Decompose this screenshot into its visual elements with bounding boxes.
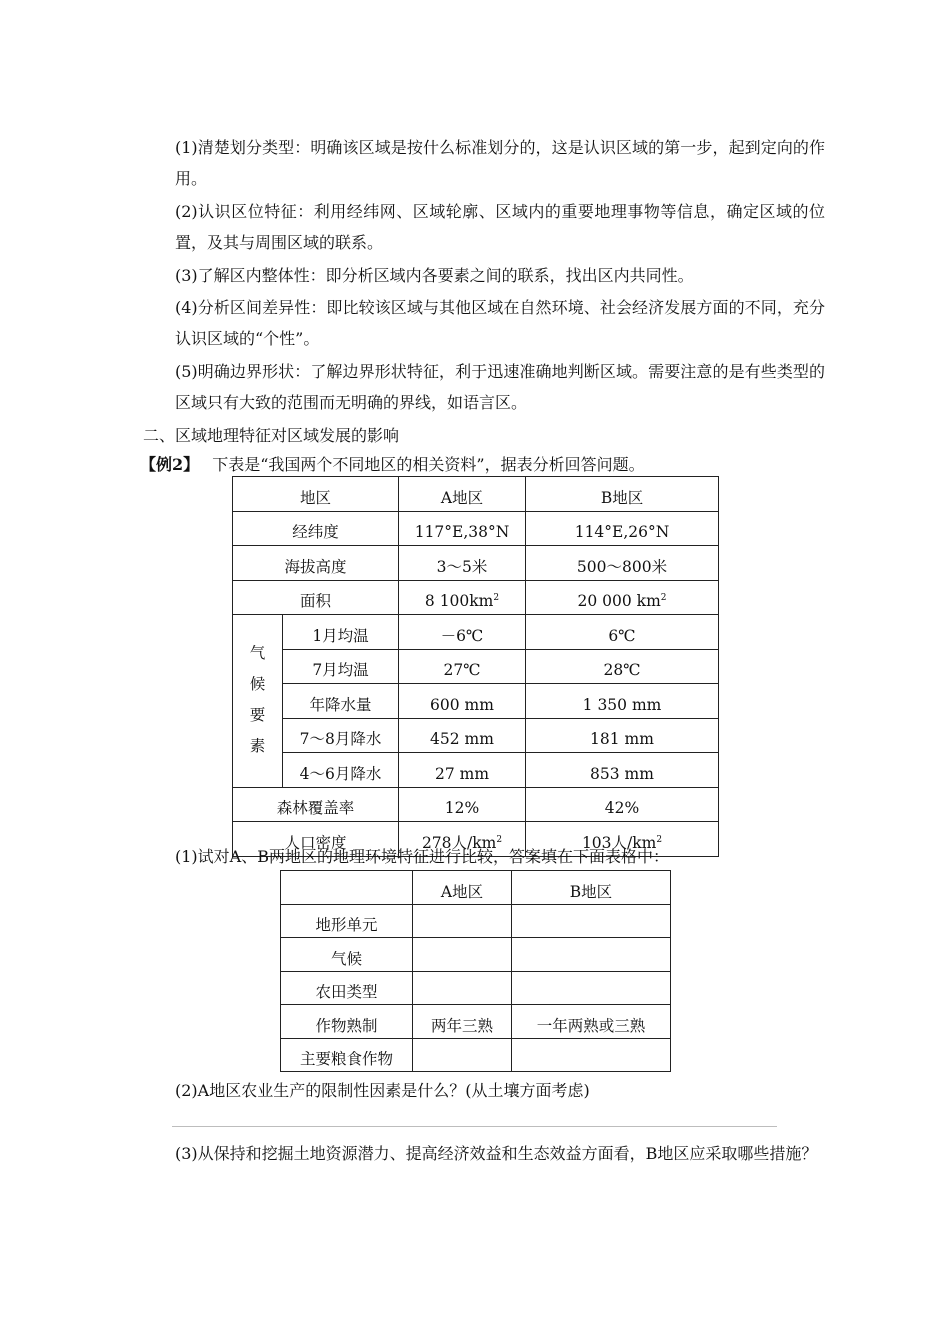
row-label: 地形单元	[281, 904, 413, 938]
answer-cell-b[interactable]	[512, 938, 671, 972]
table-row	[281, 971, 671, 1005]
table-row	[233, 615, 719, 650]
area-a-sup: 2	[493, 592, 500, 603]
header-a: A地区	[413, 871, 512, 905]
header-b: B地区	[526, 477, 719, 512]
population-b-value: 103人/km	[581, 833, 657, 852]
cell-b: 28℃	[526, 649, 719, 684]
cell-b: 一年两熟或三熟	[512, 1005, 671, 1039]
cell-b: 42%	[526, 787, 719, 822]
paragraph-boundary-shape: (5)明确边界形状：了解边界形状特征，利于迅速准确地判断区域。需要注意的是有些类型的区域只有大致的范围而无明确的界线，如语言区。	[175, 362, 825, 412]
row-label: 作物熟制	[281, 1005, 413, 1039]
climate-char: 要	[249, 705, 266, 724]
table-row	[233, 684, 719, 719]
cell-a: 27 mm	[399, 753, 526, 788]
population-b-sup: 2	[656, 834, 663, 845]
table-row	[233, 511, 719, 546]
row-label: 面积	[233, 580, 399, 615]
climate-char: 气	[249, 643, 266, 662]
table-header-row	[281, 871, 671, 905]
row-label: 主要粮食作物	[281, 1038, 413, 1072]
table-row	[233, 718, 719, 753]
regional-data-table	[232, 476, 719, 857]
cell-b: 1 350 mm	[526, 684, 719, 719]
row-label: 农田类型	[281, 971, 413, 1005]
population-a-sup: 2	[496, 834, 503, 845]
area-b-value: 20 000 km	[577, 592, 661, 610]
cell-a: 两年三熟	[413, 1005, 512, 1039]
row-label: 年降水量	[283, 684, 399, 719]
cell-a: －6℃	[399, 615, 526, 650]
question-2: (2)A地区农业生产的限制性因素是什么？(从土壤方面考虑)	[175, 1081, 590, 1100]
table-row	[281, 1005, 671, 1039]
area-a-value: 8 100km	[424, 592, 494, 610]
row-label: 1月均温	[283, 615, 399, 650]
cell-b: 181 mm	[526, 718, 719, 753]
row-label: 气候	[281, 938, 413, 972]
paragraph-internal-integrity: (3)了解区内整体性：即分析区域内各要素之间的联系，找出区内共同性。	[175, 266, 694, 285]
row-label: 森林覆盖率	[233, 787, 399, 822]
answer-cell-b[interactable]	[512, 904, 671, 938]
cell-a: 117°E,38°N	[399, 511, 526, 546]
cell-a: 600 mm	[399, 684, 526, 719]
comparison-answer-table	[280, 870, 671, 1072]
climate-char: 素	[249, 736, 266, 755]
cell-b: 853 mm	[526, 753, 719, 788]
cell-a: 27℃	[399, 649, 526, 684]
answer-cell-b[interactable]	[512, 971, 671, 1005]
cell-b: 500～800米	[526, 546, 719, 581]
example-text: 下表是“我国两个不同地区的相关资料”，据表分析回答问题。	[212, 455, 645, 474]
cell-a	[399, 580, 526, 615]
answer-cell-a[interactable]	[413, 971, 512, 1005]
answer-cell-b[interactable]	[512, 1038, 671, 1072]
table-row	[281, 1038, 671, 1072]
cell-b: 6℃	[526, 615, 719, 650]
table-row	[281, 938, 671, 972]
cell-a: 3～5米	[399, 546, 526, 581]
table-header-row	[233, 477, 719, 512]
answer-line[interactable]	[172, 1126, 777, 1127]
header-b: B地区	[512, 871, 671, 905]
row-label: 经纬度	[233, 511, 399, 546]
paragraph-classify-type: (1)清楚划分类型：明确该区域是按什么标准划分的，这是认识区域的第一步，起到定向的作用。	[175, 138, 825, 188]
cell-b: 114°E,26°N	[526, 511, 719, 546]
example-line	[140, 451, 645, 479]
climate-group-label	[233, 615, 283, 788]
cell-a: 452 mm	[399, 718, 526, 753]
cell-b	[526, 580, 719, 615]
row-label: 4～6月降水	[283, 753, 399, 788]
table-row	[233, 753, 719, 788]
row-label: 人口密度	[233, 822, 399, 857]
answer-cell-a[interactable]	[413, 938, 512, 972]
population-a-value: 278人/km	[421, 833, 497, 852]
row-label: 7月均温	[283, 649, 399, 684]
area-b-sup: 2	[660, 592, 667, 603]
table-row	[233, 787, 719, 822]
climate-char: 候	[249, 674, 266, 693]
row-label: 海拔高度	[233, 546, 399, 581]
cell-a: 12%	[399, 787, 526, 822]
header-region: 地区	[233, 477, 399, 512]
header-blank	[281, 871, 413, 905]
table-row	[233, 580, 719, 615]
row-label: 7～8月降水	[283, 718, 399, 753]
paragraph-location-features: (2)认识区位特征：利用经纬网、区域轮廓、区域内的重要地理事物等信息，确定区域的位置，及其与周围区域的联系。	[175, 202, 825, 252]
answer-cell-a[interactable]	[413, 904, 512, 938]
header-a: A地区	[399, 477, 526, 512]
answer-cell-a[interactable]	[413, 1038, 512, 1072]
section-heading: 二、区域地理特征对区域发展的影响	[143, 426, 400, 445]
paragraph-regional-differences: (4)分析区间差异性：即比较该区域与其他区域在自然环境、社会经济发展方面的不同，充分认识区域的“个性”。	[175, 298, 825, 348]
table-row	[281, 904, 671, 938]
question-1: (1)试对A、B两地区的地理环境特征进行比较，答案填在下面表格中：	[175, 847, 669, 866]
example-label: 【例2】	[140, 455, 200, 474]
table-row	[233, 546, 719, 581]
question-3: (3)从保持和挖掘土地资源潜力、提高经济效益和生态效益方面看，B地区应采取哪些措施？	[175, 1144, 818, 1163]
table-row	[233, 649, 719, 684]
